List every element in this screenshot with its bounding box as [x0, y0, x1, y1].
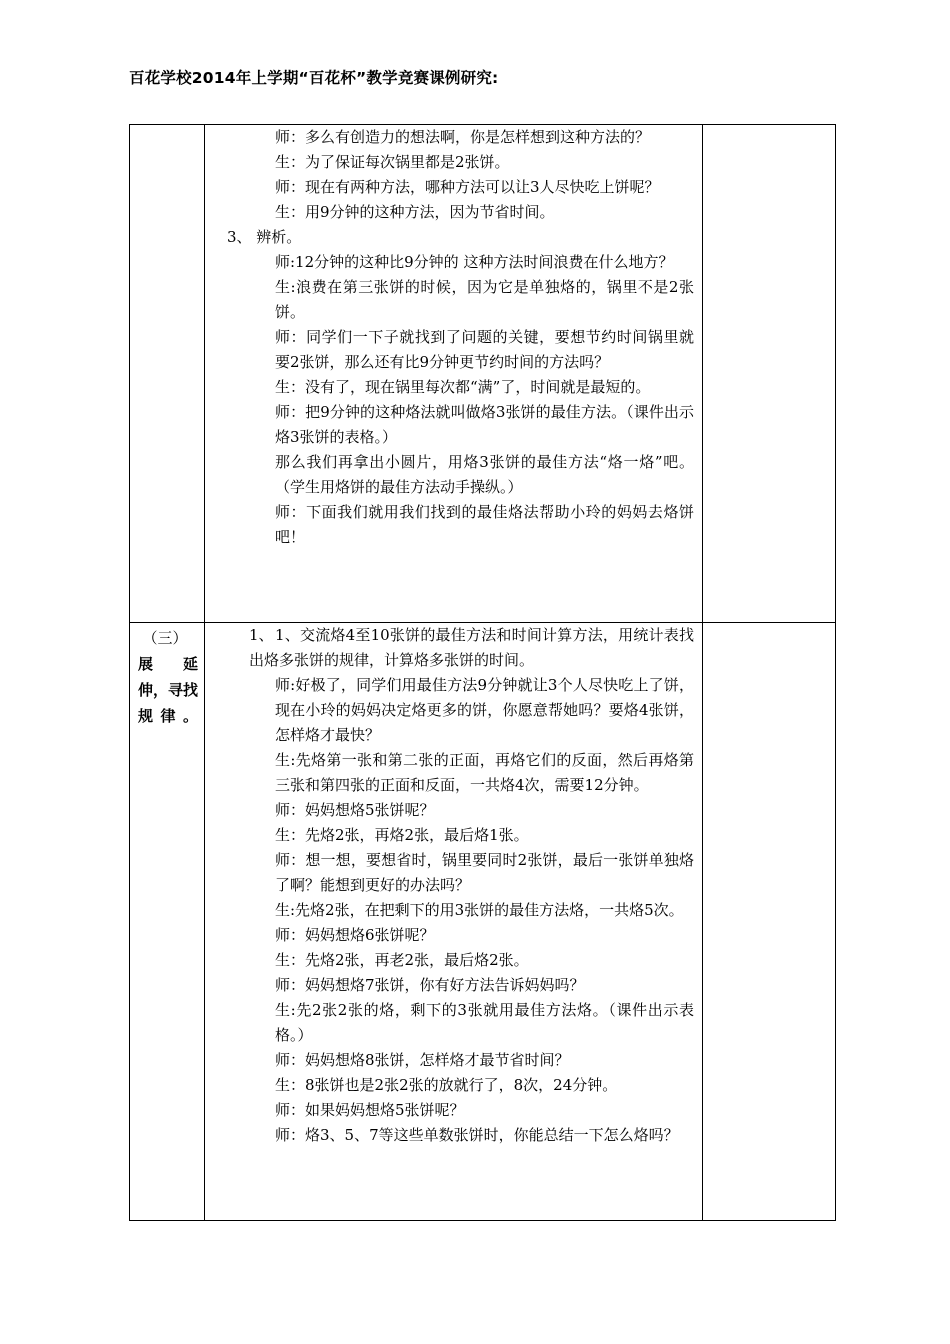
list-item: 师：现在有两种方法，哪种方法可以让3人尽快吃上饼呢？	[275, 178, 660, 196]
list-item: 生:先烙第一张和第二张的正面，再烙它们的反面，然后再烙第三张和第四张的正面和反面，一共烙4次，需要12分钟。	[275, 751, 694, 794]
list-item: 师:12分钟的这种比9分钟的 这种方法时间浪费在什么地方？	[275, 253, 674, 271]
list-item: 生:先2张2张的烙，剩下的3张就用最佳方法烙。（课件出示表格。）	[275, 1001, 694, 1044]
list-item: 师：下面我们就用我们找到的最佳烙法帮助小玲的妈妈去烙饼吧！	[275, 503, 694, 546]
list-item: 师：妈妈想烙5张饼呢？	[275, 801, 435, 819]
list-item: 师：同学们一下子就找到了问题的关键，要想节约时间锅里就要2张饼，那么还有比9分钟更节约时间的方法吗？	[275, 328, 694, 371]
content-cell	[205, 125, 703, 623]
notes-cell	[703, 623, 836, 1221]
list-item: 生：用9分钟的这种方法，因为节省时间。	[275, 203, 555, 221]
list-item: 生：8张饼也是2张2张的放就行了，8次，24分钟。	[275, 1076, 618, 1094]
list-item: 那么我们再拿出小圆片，用烙3张饼的最佳方法“烙一烙”吧。（学生用烙饼的最佳方法动手操纵。）	[275, 453, 694, 496]
page-header-title: 百花学校2014年上学期“百花杯”教学竞赛课例研究:	[129, 69, 499, 87]
list-number: 1、	[249, 626, 274, 644]
list-item: 生：为了保证每次锅里都是2张饼。	[275, 153, 510, 171]
list-item: 师:好极了，同学们用最佳方法9分钟就让3个人尽快吃上了饼，现在小玲的妈妈决定烙更多的饼，你愿意帮她吗？要烙4张饼，怎样烙才最快？	[275, 676, 694, 744]
dialogue-content	[205, 623, 702, 1148]
stage-title: 展 延伸，寻找 规律。	[138, 655, 199, 725]
list-item: 生：先烙2张，再老2张，最后烙2张。	[275, 951, 529, 969]
stage-cell	[130, 125, 205, 623]
list-item: 生：没有了，现在锅里每次都“满”了，时间就是最短的。	[275, 378, 651, 396]
list-item: 师：妈妈想烙7张饼，你有好方法告诉妈妈吗？	[275, 976, 585, 994]
dialogue-content	[205, 125, 702, 550]
list-item: 师：多么有创造力的想法啊，你是怎样想到这种方法的？	[275, 128, 651, 146]
table-row	[130, 125, 836, 623]
list-text: 1、交流烙4至10张饼的最佳方法和时间计算方法，用统计表找出烙多张饼的规律，计算烙多张饼的时间。	[249, 626, 694, 669]
list-item: 生:先烙2张，在把剩下的用3张饼的最佳方法烙，一共烙5次。	[275, 901, 684, 919]
stage-cell	[130, 623, 205, 1221]
list-item: 师：烙3、5、7等这些单数张饼时，你能总结一下怎么烙吗？	[275, 1126, 679, 1144]
list-item: 生:浪费在第三张饼的时候，因为它是单独烙的，锅里不是2张饼。	[275, 278, 694, 321]
lesson-table	[129, 124, 836, 1221]
list-item: 师：妈妈想烙6张饼呢？	[275, 926, 435, 944]
content-cell	[205, 623, 703, 1221]
table-row	[130, 623, 836, 1221]
list-item: 师：把9分钟的这种烙法就叫做烙3张饼的最佳方法。（课件出示烙3张饼的表格。）	[275, 403, 694, 446]
list-item	[205, 623, 694, 673]
stage-number: （三）	[142, 629, 188, 647]
list-item: 3、 辨析。	[227, 228, 302, 246]
list-item: 师：如果妈妈想烙5张饼呢？	[275, 1101, 465, 1119]
list-item: 师：妈妈想烙8张饼，怎样烙才最节省时间？	[275, 1051, 570, 1069]
list-item: 生：先烙2张，再烙2张，最后烙1张。	[275, 826, 529, 844]
list-item: 师：想一想，要想省时，锅里要同时2张饼，最后一张饼单独烙了啊？能想到更好的办法吗？	[275, 851, 694, 894]
notes-cell	[703, 125, 836, 623]
